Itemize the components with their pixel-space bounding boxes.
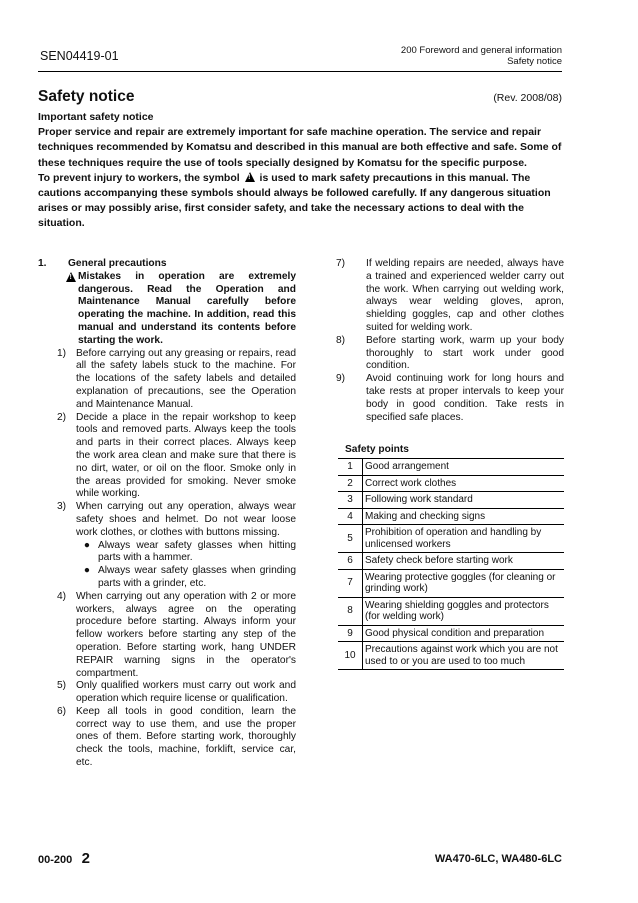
intro-paragraph-1: Proper service and repair are extremely important for safe machine operation. The service and repair techniques recommended by Komatsu and described in this manual are both effective and safe. Some of these techniques require the use of tools specially designed by Komatsu for the specific purpose. (38, 126, 562, 169)
table-cell-number: 2 (338, 475, 363, 492)
list-item-text: Keep all tools in good condition, learn the correct way to use them, and use the proper ones of them. Before starting work, thoroughly check the tools, machine, forklift, service car, etc. (76, 705, 296, 769)
table-cell-text: Good arrangement (363, 459, 565, 476)
intro-block (38, 110, 562, 232)
list-item-text: Avoid continuing work for long hours and take rests at proper intervals to keep your body in good condition. Take rests in specified safe places. (366, 373, 564, 423)
table-cell-text: Safety check before starting work (363, 553, 565, 570)
table-cell-number: 1 (338, 459, 363, 476)
list-item-number: 2) (56, 411, 66, 423)
page-number (38, 850, 90, 867)
table-cell-number: 6 (338, 553, 363, 570)
table-row (338, 508, 564, 525)
list-item-number: 1) (56, 347, 66, 359)
list-item (38, 412, 296, 502)
bullet-item (76, 565, 296, 591)
table-cell-number: 10 (338, 642, 363, 670)
table-cell-number: 7 (338, 569, 363, 597)
list-item-text: When carrying out any operation, always wear safety shoes and helmet. Do not wear loose work clothes, or clothes with buttons missing. (76, 501, 296, 538)
list-item (38, 348, 296, 412)
list-item-number: 7) (336, 258, 346, 269)
table-cell-text: Making and checking signs (363, 508, 565, 525)
table-cell-number: 9 (338, 625, 363, 642)
list-item-number: 6) (56, 705, 66, 717)
list-item-text: Decide a place in the repair workshop to keep tools and removed parts. Always keep the tools and parts in their correct places. Always keep the work area clean and make sure that there is no dirt, water, or oil on the floor. Smoke only in the areas provided for smoking. Never smoke while working. (76, 411, 296, 500)
table-row (338, 553, 564, 570)
section-header (401, 45, 562, 67)
warning-triangle-icon (245, 172, 255, 182)
list-item-number: 4) (56, 590, 66, 602)
table-row (338, 597, 564, 625)
table-row (338, 642, 564, 670)
page-number-value: 2 (81, 850, 90, 867)
section-number: 1. (38, 258, 47, 269)
table-cell-text: Wearing protective goggles (for cleaning or grinding work) (363, 569, 565, 597)
list-item (336, 258, 564, 335)
table-cell-text: Precautions against work which you are not used to or you are used to too much (363, 642, 565, 670)
section-title: General precautions (68, 258, 167, 269)
bullet-icon: ● (83, 539, 91, 551)
table-cell-number: 3 (338, 492, 363, 509)
list-item (336, 335, 564, 373)
list-item-number: 3) (56, 501, 66, 513)
intro-paragraph-2-end: is used to mark safety precautions in this manual. The cautions accompanying these symbols should always be followed carefully. If any dangerous situation arises or may possibly arise, first consider safety, and take the necessary actions to deal with the situation. (38, 171, 551, 230)
list-item-text: Before starting work, warm up your body thoroughly to start work under good condition. (366, 334, 564, 372)
table-row (338, 525, 564, 553)
list-item (38, 501, 296, 539)
list-item-text: Before carrying out any greasing or repairs, read all the safety labels stuck to the machine. For the locations of the safety labels and detailed explanation of precautions, see the Operation and Maintenance Manual. (76, 347, 296, 410)
section-heading (38, 258, 296, 271)
safety-points-title: Safety points (345, 444, 409, 455)
list-item (38, 680, 296, 706)
header-divider (38, 71, 562, 72)
bullet-item (76, 540, 296, 566)
table-row (338, 625, 564, 642)
table-cell-text: Correct work clothes (363, 475, 565, 492)
table-cell-text: Good physical condition and preparation (363, 625, 565, 642)
section-header-line2: Safety notice (507, 56, 562, 67)
list-item-text: If welding repairs are needed, always have a trained and experienced welder carry out the work. When carrying out welding work, always wear welding gloves, apron, shielding goggles, cap and other clothes suited for welding work. (366, 258, 564, 333)
table-cell-number: 8 (338, 597, 363, 625)
safety-points-table (338, 458, 564, 670)
left-column (38, 258, 296, 770)
section-header-line1: 200 Foreword and general information (400, 45, 562, 56)
table-cell-number: 5 (338, 525, 363, 553)
list-item-number: 9) (336, 373, 346, 385)
intro-paragraph-2 (38, 171, 562, 232)
table-row (338, 492, 564, 509)
list-item (336, 373, 564, 424)
right-column (336, 258, 564, 424)
caution-block (64, 271, 296, 348)
table-row (338, 569, 564, 597)
caution-text: Mistakes in operation are extremely dangerous. Read the Operation and Maintenance Manual carefully before operating the machine. In addition, read this manual and understand its contents before starting the work. (78, 270, 296, 346)
list-item-number: 5) (56, 680, 66, 692)
table-cell-text: Wearing shielding goggles and protectors (for welding work) (363, 597, 565, 625)
intro-paragraph-2-start: To prevent injury to workers, the symbol (38, 171, 240, 184)
table-row (338, 459, 564, 476)
list-item-text: When carrying out any operation with 2 or more workers, always agree on the operating procedure before starting. Always inform your fellow workers before starting any step of the operation. Before starting work, hang UNDER REPAIR warning signs in the operator's compartment. (76, 590, 296, 679)
table-cell-text: Prohibition of operation and handling by unlicensed workers (363, 525, 565, 553)
bullet-icon: ● (83, 565, 91, 577)
list-item (38, 591, 296, 681)
table-cell-number: 4 (338, 508, 363, 525)
list-item-text: Only qualified workers must carry out work and operation which require license or qualification. (76, 680, 296, 705)
list-item-number: 8) (336, 334, 346, 346)
table-cell-text: Following work standard (363, 492, 565, 509)
intro-heading: Important safety notice (38, 111, 154, 123)
list-item (38, 706, 296, 770)
bullet-text: Always wear safety glasses when hitting parts with a hammer. (98, 539, 296, 564)
table-row (338, 475, 564, 492)
page-code: 00-200 (38, 854, 73, 866)
bullet-text: Always wear safety glasses when grinding parts with a grinder, etc. (98, 565, 296, 589)
page-title: Safety notice (38, 88, 135, 105)
model-names: WA470-6LC, WA480-6LC (434, 853, 562, 865)
document-id: SEN04419-01 (40, 49, 119, 63)
warning-triangle-icon (64, 271, 78, 348)
revision-label: (Rev. 2008/08) (493, 92, 562, 104)
